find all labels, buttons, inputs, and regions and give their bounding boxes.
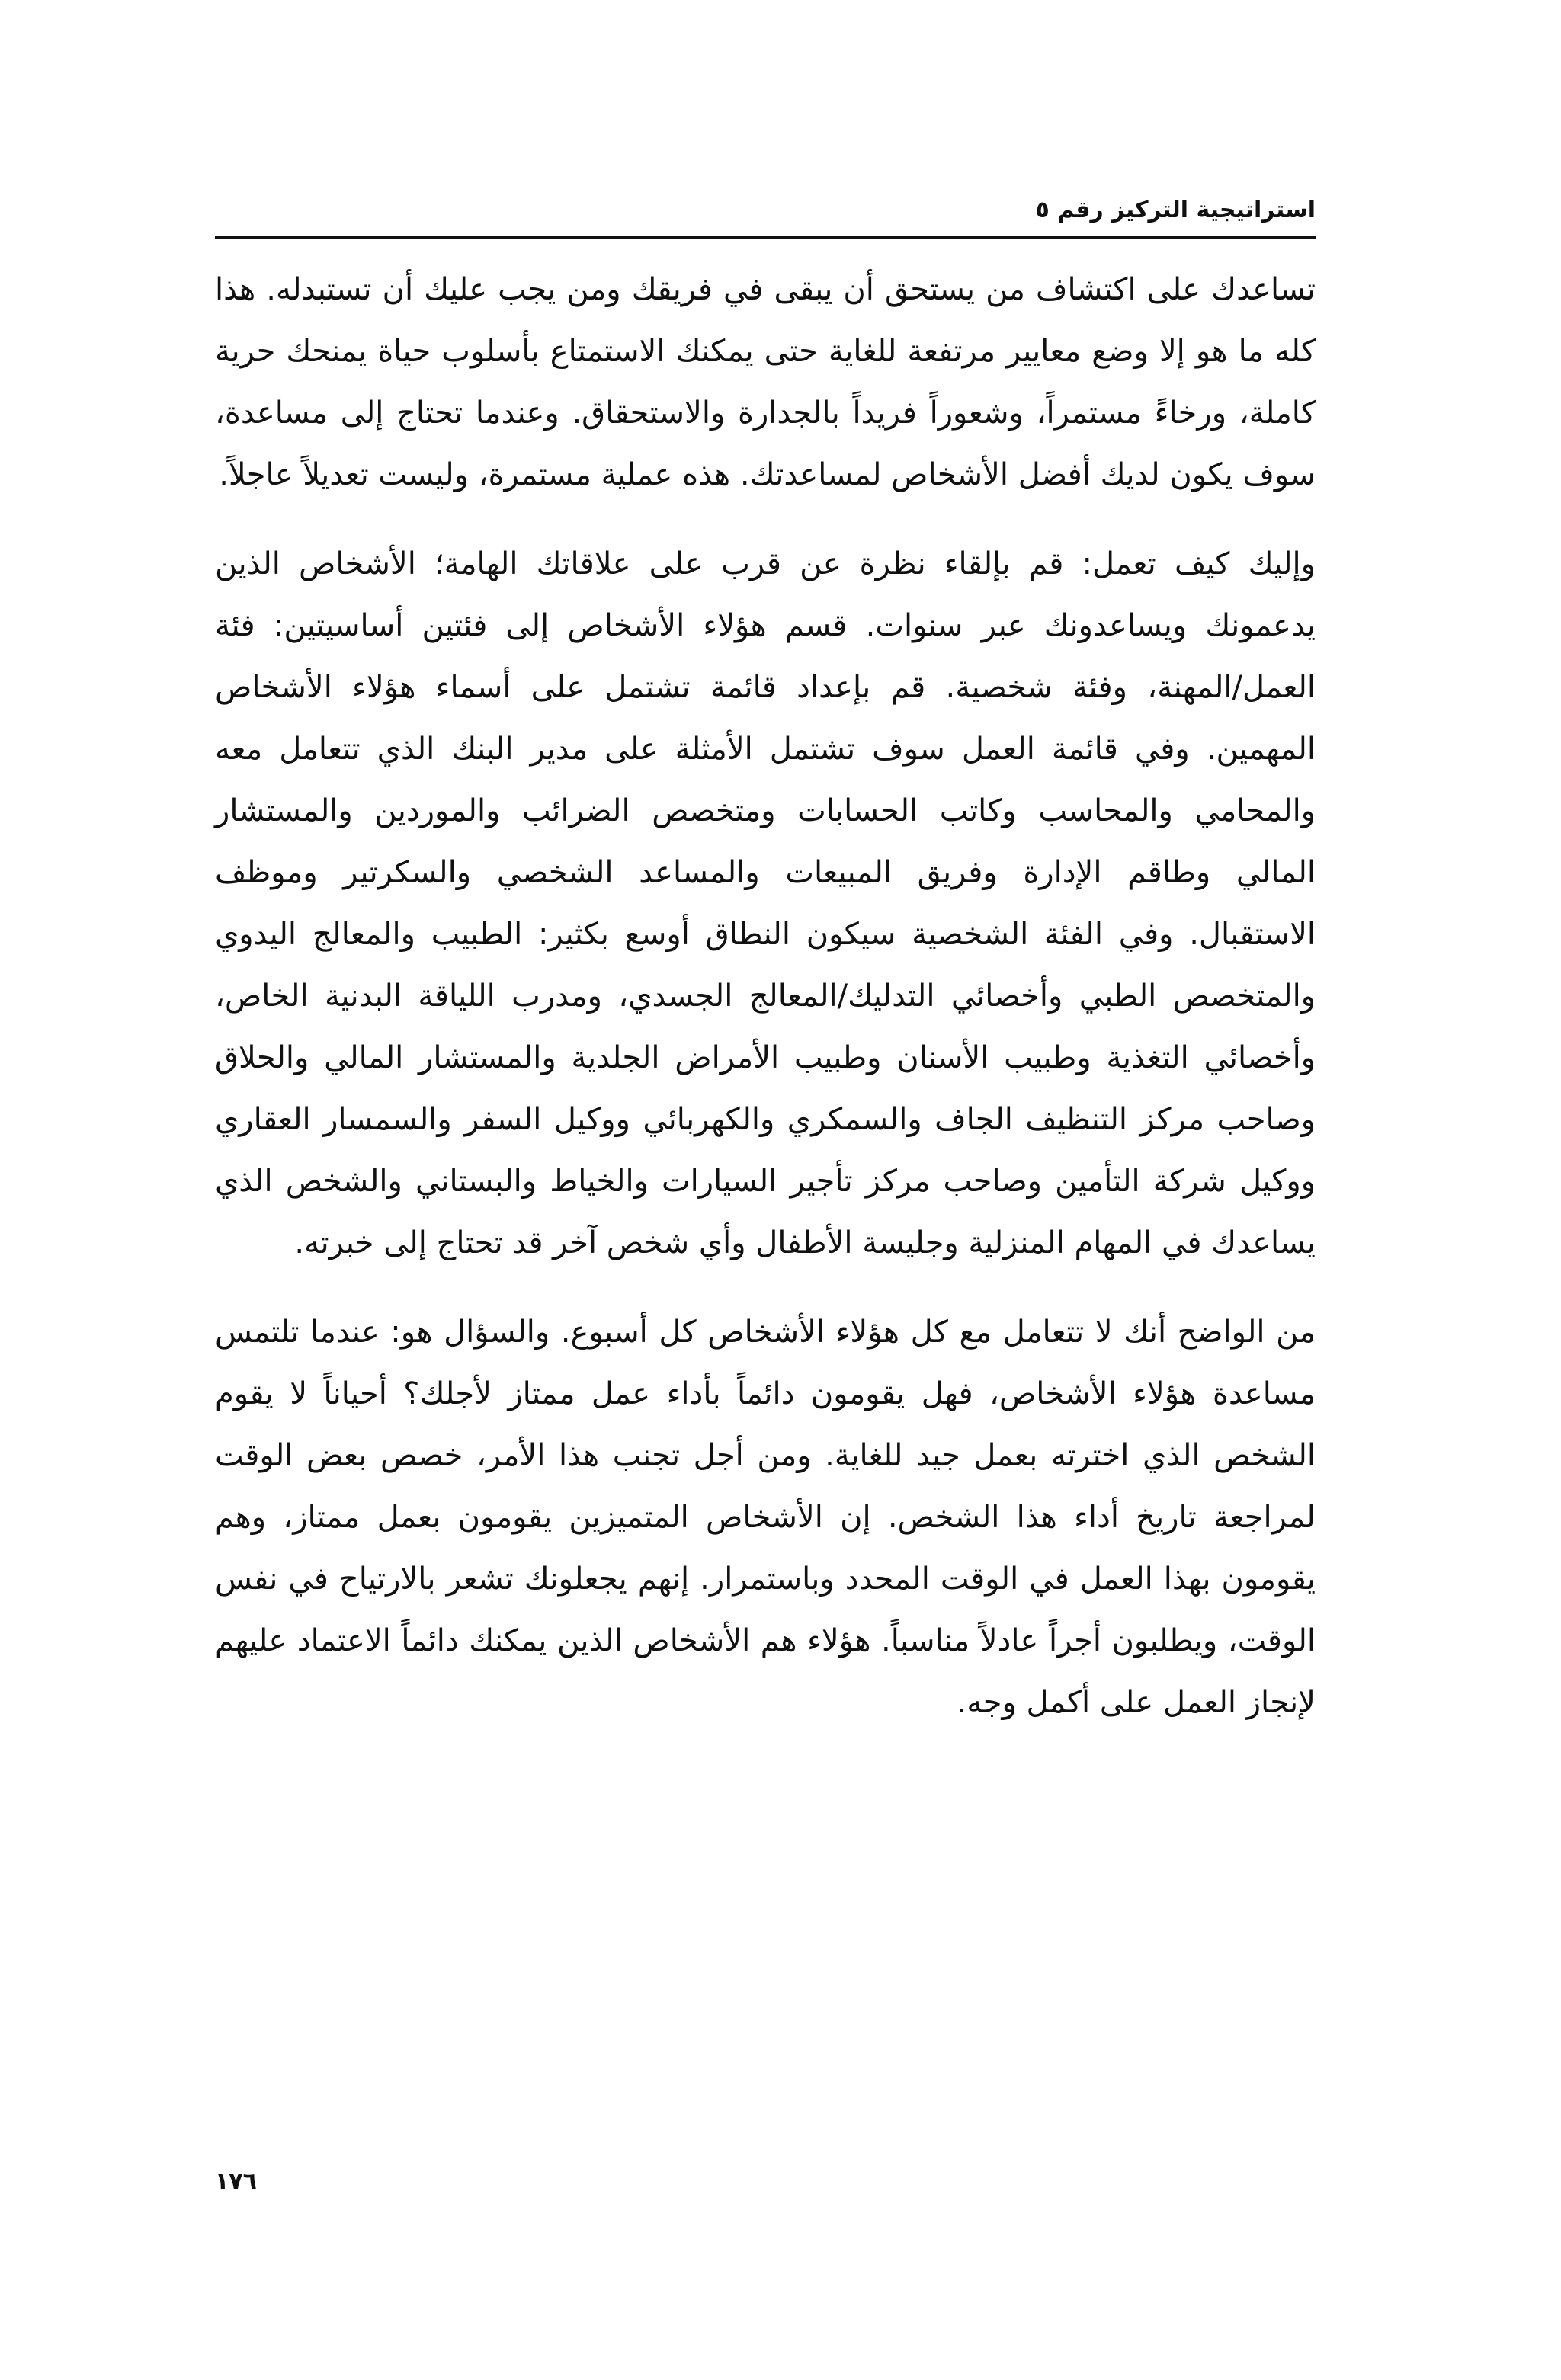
paragraph-3: من الواضح أنك لا تتعامل مع كل هؤلاء الأشخاص كل أسبوع. والسؤال هو: عندما تلتمس مساعدة هؤلاء الأشخاص، فهل يقومون دائماً بأداء عمل ممتاز لأجلك؟ أحياناً لا يقوم الشخص الذي اخترته بعمل جيد للغاية. ومن أجل تجنب هذا الأمر، خصص بعض الوقت لمراجعة تاريخ أداء هذا الشخص. إن الأشخاص المتميزين يقومون بعمل ممتاز، وهم يقومون بهذا العمل في الوقت المحدد وباستمرار. إنهم يجعلونك تشعر بالارتياح في نفس الوقت، ويطلبون أجراً عادلاً مناسباً. هؤلاء هم الأشخاص الذين يمكنك دائماً الاعتماد عليهم لإنجاز العمل على أكمل وجه. bbox=[215, 1315, 1316, 1720]
page-number: ١٧٦ bbox=[215, 2168, 257, 2195]
paragraph-2: وإليك كيف تعمل: قم بإلقاء نظرة عن قرب على علاقاتك الهامة؛ الأشخاص الذين يدعمونك ويساعدونك عبر سنوات. قسم هؤلاء الأشخاص إلى فئتين أساسيتين: فئة العمل/المهنة، وفئة شخصية. قم بإعداد قائمة تشتمل على أسماء هؤلاء الأشخاص المهمين. وفي قائمة العمل سوف تشتمل الأمثلة على مدير البنك الذي تتعامل معه والمحامي والمحاسب وكاتب الحسابات ومتخصص الضرائب والموردين والمستشار المالي وطاقم الإدارة وفريق المبيعات والمساعد الشخصي والسكرتير وموظف الاستقبال. وفي الفئة الشخصية سيكون النطاق أوسع بكثير: الطبيب والمعالج اليدوي والمتخصص الطبي وأخصائي التدليك/المعالج الجسدي، ومدرب اللياقة البدنية الخاص، وأخصائي التغذية وطبيب الأسنان وطبيب الأمراض الجلدية والمستشار المالي والحلاق وصاحب مركز التنظيف الجاف والسمكري والكهربائي ووكيل السفر والسمسار العقاري ووكيل شركة التأمين وصاحب مركز تأجير السيارات والخياط والبستاني والشخص الذي يساعدك في المهام المنزلية وجليسة الأطفال وأي شخص آخر قد تحتاج إلى خبرته. bbox=[215, 546, 1316, 1260]
running-header bbox=[215, 180, 1316, 239]
paragraph-1: تساعدك على اكتشاف من يستحق أن يبقى في فريقك ومن يجب عليك أن تستبدله. هذا كله ما هو إلا وضع معايير مرتفعة للغاية حتى يمكنك الاستمتاع بأسلوب حياة يمنحك حرية كاملة، ورخاءً مستمراً، وشعوراً فريداً بالجدارة والاستحقاق. وعندما تحتاج إلى مساعدة، سوف يكون لديك أفضل الأشخاص لمساعدتك. هذه عملية مستمرة، وليست تعديلاً عاجلاً. bbox=[215, 272, 1316, 492]
body-text bbox=[215, 259, 1316, 1761]
running-title: استراتيجية التركيز رقم ٥ bbox=[1035, 197, 1316, 223]
